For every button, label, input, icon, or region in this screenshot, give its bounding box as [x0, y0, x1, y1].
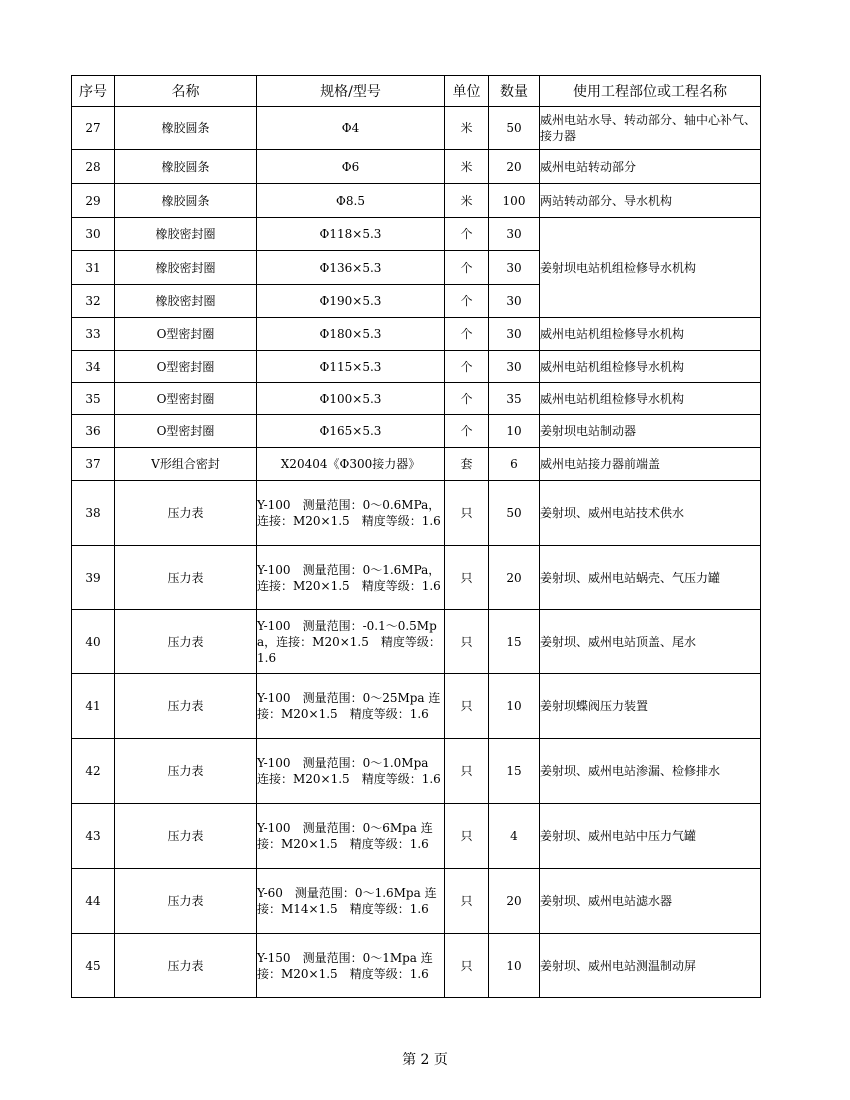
table-row	[72, 448, 761, 481]
header-unit: 单位	[445, 76, 489, 107]
cell-unit: 个	[445, 218, 489, 251]
cell-use: 威州电站机组检修导水机构	[540, 351, 761, 383]
cell-unit: 只	[445, 481, 489, 546]
table-row	[72, 318, 761, 351]
cell-use: 威州电站机组检修导水机构	[540, 318, 761, 351]
cell-spec: Φ100×5.3	[257, 383, 445, 415]
cell-name: O型密封圈	[115, 415, 257, 448]
cell-unit: 米	[445, 107, 489, 150]
cell-spec: Φ4	[257, 107, 445, 150]
page-number: 第 2 页	[402, 1052, 448, 1068]
cell-no: 39	[72, 546, 115, 610]
cell-use: 姜射坝、威州电站中压力气罐	[540, 804, 761, 869]
cell-no: 27	[72, 107, 115, 150]
table-row	[72, 107, 761, 150]
cell-spec	[257, 610, 445, 674]
cell-unit: 米	[445, 184, 489, 218]
cell-name: O型密封圈	[115, 351, 257, 383]
cell-name: 橡胶圆条	[115, 150, 257, 184]
cell-unit: 只	[445, 804, 489, 869]
cell-spec	[257, 546, 445, 610]
cell-spec	[257, 869, 445, 934]
cell-qty: 20	[489, 546, 540, 610]
cell-qty: 100	[489, 184, 540, 218]
cell-no: 35	[72, 383, 115, 415]
cell-unit: 只	[445, 934, 489, 998]
cell-qty: 30	[489, 218, 540, 251]
cell-use: 姜射坝、威州电站渗漏、检修排水	[540, 739, 761, 804]
cell-name: 压力表	[115, 481, 257, 546]
header-name: 名称	[115, 76, 257, 107]
cell-use: 姜射坝电站制动器	[540, 415, 761, 448]
cell-qty: 10	[489, 934, 540, 998]
cell-name: 压力表	[115, 546, 257, 610]
cell-spec: Φ190×5.3	[257, 285, 445, 318]
cell-use: 姜射坝、威州电站技术供水	[540, 481, 761, 546]
cell-name: 压力表	[115, 610, 257, 674]
cell-unit: 只	[445, 610, 489, 674]
cell-qty: 30	[489, 318, 540, 351]
cell-no: 38	[72, 481, 115, 546]
spec-text: Y-100 测量范围：0～1.6MPa，连接：M20×1.5 精度等级：1.6	[257, 562, 441, 593]
cell-qty: 30	[489, 285, 540, 318]
cell-unit: 个	[445, 383, 489, 415]
cell-use-merged: 姜射坝电站机组检修导水机构	[540, 218, 761, 318]
cell-use: 威州电站接力器前端盖	[540, 448, 761, 481]
cell-name: 压力表	[115, 739, 257, 804]
cell-use: 威州电站转动部分	[540, 150, 761, 184]
spec-text: Y-100 测量范围：0～25Mpa 连接：M20×1.5 精度等级：1.6	[257, 691, 441, 721]
cell-no: 33	[72, 318, 115, 351]
table-row	[72, 218, 761, 251]
cell-qty: 50	[489, 107, 540, 150]
cell-spec: Φ6	[257, 150, 445, 184]
cell-qty: 35	[489, 383, 540, 415]
cell-name: 橡胶圆条	[115, 184, 257, 218]
cell-no: 45	[72, 934, 115, 998]
cell-name: 橡胶密封圈	[115, 218, 257, 251]
table-row	[72, 546, 761, 610]
cell-unit: 个	[445, 285, 489, 318]
table-row	[72, 610, 761, 674]
cell-name: 橡胶密封圈	[115, 285, 257, 318]
cell-qty: 20	[489, 150, 540, 184]
header-use: 使用工程部位或工程名称	[540, 76, 761, 107]
cell-spec	[257, 739, 445, 804]
cell-name: 压力表	[115, 804, 257, 869]
cell-use: 姜射坝、威州电站蜗壳、气压力罐	[540, 546, 761, 610]
table-row	[72, 383, 761, 415]
cell-name: O型密封圈	[115, 318, 257, 351]
cell-no: 29	[72, 184, 115, 218]
cell-no: 30	[72, 218, 115, 251]
table-row	[72, 351, 761, 383]
cell-name: O型密封圈	[115, 383, 257, 415]
cell-qty: 4	[489, 804, 540, 869]
cell-spec	[257, 674, 445, 739]
table-row	[72, 869, 761, 934]
cell-spec	[257, 804, 445, 869]
cell-qty: 15	[489, 739, 540, 804]
cell-no: 36	[72, 415, 115, 448]
cell-name: V形组合密封	[115, 448, 257, 481]
cell-no: 42	[72, 739, 115, 804]
table-row	[72, 739, 761, 804]
cell-unit: 只	[445, 674, 489, 739]
table-row	[72, 674, 761, 739]
cell-no: 41	[72, 674, 115, 739]
cell-spec: Φ8.5	[257, 184, 445, 218]
header-qty: 数量	[489, 76, 540, 107]
cell-qty: 20	[489, 869, 540, 934]
cell-no: 31	[72, 251, 115, 285]
cell-qty: 30	[489, 251, 540, 285]
cell-no: 34	[72, 351, 115, 383]
cell-name: 橡胶圆条	[115, 107, 257, 150]
cell-name: 压力表	[115, 934, 257, 998]
cell-no: 37	[72, 448, 115, 481]
cell-unit: 个	[445, 318, 489, 351]
cell-use: 姜射坝、威州电站顶盖、尾水	[540, 610, 761, 674]
cell-qty: 10	[489, 674, 540, 739]
cell-qty: 15	[489, 610, 540, 674]
cell-unit: 个	[445, 415, 489, 448]
cell-unit: 只	[445, 739, 489, 804]
spec-text: Y-60 测量范围：0～1.6Mpa 连接：M14×1.5 精度等级：1.6	[257, 886, 437, 916]
cell-spec: Φ115×5.3	[257, 351, 445, 383]
cell-unit: 只	[445, 546, 489, 610]
cell-qty: 30	[489, 351, 540, 383]
cell-use: 姜射坝、威州电站滤水器	[540, 869, 761, 934]
cell-spec: Φ136×5.3	[257, 251, 445, 285]
cell-spec	[257, 934, 445, 998]
spec-text: Y-100 测量范围：0～6Mpa 连接：M20×1.5 精度等级：1.6	[257, 821, 433, 851]
cell-name: 压力表	[115, 674, 257, 739]
cell-no: 44	[72, 869, 115, 934]
header-row	[72, 76, 761, 107]
header-spec: 规格/型号	[257, 76, 445, 107]
cell-qty: 6	[489, 448, 540, 481]
cell-qty: 10	[489, 415, 540, 448]
header-no: 序号	[72, 76, 115, 107]
spec-text: Y-150 测量范围：0～1Mpa 连接：M20×1.5 精度等级：1.6	[257, 950, 433, 981]
table-row	[72, 184, 761, 218]
spec-text: Y-100 测量范围：0～1.0Mpa 连接：M20×1.5 精度等级：1.6	[257, 756, 441, 786]
cell-no: 32	[72, 285, 115, 318]
cell-no: 43	[72, 804, 115, 869]
cell-unit: 个	[445, 351, 489, 383]
table-row	[72, 804, 761, 869]
cell-unit: 只	[445, 869, 489, 934]
cell-no: 40	[72, 610, 115, 674]
cell-spec: Φ118×5.3	[257, 218, 445, 251]
cell-spec: X20404《Φ300接力器》	[257, 448, 445, 481]
cell-unit: 套	[445, 448, 489, 481]
cell-spec: Φ180×5.3	[257, 318, 445, 351]
table-row	[72, 934, 761, 998]
cell-qty: 50	[489, 481, 540, 546]
cell-use: 威州电站机组检修导水机构	[540, 383, 761, 415]
cell-no: 28	[72, 150, 115, 184]
table-row	[72, 415, 761, 448]
cell-use: 两站转动部分、导水机构	[540, 184, 761, 218]
cell-use: 姜射坝蝶阀压力装置	[540, 674, 761, 739]
spec-text: Y-100 测量范围：0～0.6MPa，连接：M20×1.5 精度等级：1.6	[257, 498, 441, 528]
cell-use: 姜射坝、威州电站测温制动屏	[540, 934, 761, 998]
cell-use: 威州电站水导、转动部分、轴中心补气、接力器	[540, 107, 761, 150]
spec-text: Y-100 测量范围：-0.1～0.5Mpa，连接：M20×1.5 精度等级：1.6	[257, 618, 441, 665]
cell-spec	[257, 481, 445, 546]
table-row	[72, 481, 761, 546]
cell-unit: 米	[445, 150, 489, 184]
cell-name: 橡胶密封圈	[115, 251, 257, 285]
materials-table	[71, 75, 761, 998]
cell-unit: 个	[445, 251, 489, 285]
table-row	[72, 150, 761, 184]
cell-spec: Φ165×5.3	[257, 415, 445, 448]
cell-name: 压力表	[115, 869, 257, 934]
